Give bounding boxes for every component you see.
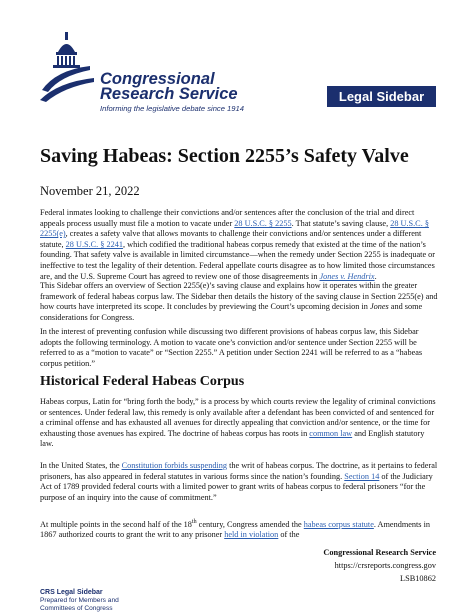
link-jones-v-hendrix[interactable] bbox=[320, 272, 375, 281]
publication-date: November 21, 2022 bbox=[40, 184, 140, 198]
logo-line-2: Research Service bbox=[100, 85, 238, 103]
page-title: Saving Habeas: Section 2255’s Safety Valve bbox=[40, 145, 409, 167]
link-28-usc-2255e[interactable]: 28 U.S.C. § 2255(e) bbox=[40, 218, 429, 239]
text-span: . Amendments in 1867 authorized courts to grant the writ to any prisoner bbox=[40, 519, 431, 540]
footer-series: CRS Legal Sidebar bbox=[40, 589, 103, 596]
terminology-paragraph: In the interest of preventing confusion while discussing two different provisions of habeas corpus law, this Sidebar adopts the following terminology. A motion to vacate one’s conviction and/or sentence under Section 2255 will be referred to as a “motion to vacate” or “Section 2255.” A petition under Section 2241 will be referred to as a “habeas corpus petition.” bbox=[40, 327, 423, 368]
text-span: century, Congress amended the bbox=[196, 519, 304, 529]
text-span: , which codified the traditional habeas corpus remedy that existed at the time of the nation’s founding. That safety valve is available in limited circumstance—when the remedy under Section 2255 is inadequate or ineffective to test the legality of their detention. Federal appellate courts disagree as to how limited those circumstances are, and the U.S. Supreme Court has agreed to review one of those disagreements in bbox=[40, 239, 436, 281]
superscript: th bbox=[191, 519, 197, 525]
legal-sidebar-badge: Legal Sidebar bbox=[327, 86, 436, 107]
logo-tagline: Informing the legislative debate since 1914 bbox=[100, 104, 244, 113]
footer-audience-line-2: Committees of Congress bbox=[40, 605, 113, 612]
text-span: At multiple points in the second half of the 18 bbox=[40, 519, 192, 529]
footer-audience-line-1: Prepared for Members and bbox=[40, 597, 119, 604]
text-span: and some considerations for Congress. bbox=[40, 302, 423, 322]
text-span: of the Judiciary Act of 1789 provided federal courts with a limited power to grant writs of habeas corpus to federal prisoners “for the purpose of an inquiry into the cause of commitment.” bbox=[40, 471, 433, 502]
text-span: In the United States, the bbox=[40, 461, 122, 470]
amendments-paragraph bbox=[40, 517, 438, 541]
intro-paragraph bbox=[40, 208, 438, 282]
logo-wordmark bbox=[100, 72, 238, 102]
logo-line-1: Congressional bbox=[100, 70, 215, 88]
text-span: . bbox=[374, 271, 377, 281]
text-span: of the bbox=[278, 530, 300, 540]
link-section-14[interactable]: Section 14 bbox=[344, 471, 380, 481]
link-constitution-forbids-suspending[interactable]: Constitution forbids suspending bbox=[121, 461, 227, 470]
link-28-usc-2255[interactable]: 28 U.S.C. § 2255 bbox=[234, 218, 292, 228]
text-span: This Sidebar offers an overview of Section 2255(e)’s saving clause and explains how it operates within the greater framework of federal habeas corpus law. The Sidebar then details the history of the saving clause in Section 2255(e) and how courts have interpreted its scope. It concludes by previewing the Court’s upcoming decision in bbox=[40, 281, 438, 312]
overview-paragraph bbox=[40, 281, 438, 323]
link-habeas-corpus-statute[interactable]: habeas corpus statute bbox=[303, 519, 374, 529]
text-span: , creates a safety valve that allows movants to challenge their convictions and/or sentences under a different statute, bbox=[40, 229, 422, 249]
habeas-definition-paragraph bbox=[40, 397, 438, 450]
text-span: the writ of habeas corpus. The doctrine, as it pertains to federal prisoners, has also appeared in federal statutes in various forms since the nation’s founding. bbox=[40, 461, 438, 481]
text-span: . That statute’s saving clause, bbox=[291, 218, 391, 228]
text-span: and English statutory law. bbox=[40, 428, 425, 449]
section-heading: Historical Federal Habeas Corpus bbox=[40, 374, 245, 389]
capitol-dome-icon bbox=[38, 30, 98, 104]
crs-logo bbox=[38, 30, 288, 120]
footer-url[interactable]: https://crsreports.congress.gov bbox=[334, 561, 436, 570]
us-history-paragraph bbox=[40, 461, 438, 503]
footer-org-name: Congressional Research Service bbox=[323, 548, 436, 557]
link-held-in-violation[interactable]: held in violation bbox=[224, 530, 279, 540]
link-common-law[interactable]: common law bbox=[309, 428, 353, 438]
text-span: Federal inmates looking to challenge their convictions and/or sentences after the conclusion of the trial and direct appeals process usually must file a motion to vacate under bbox=[40, 208, 415, 228]
case-name: Jones bbox=[369, 302, 389, 312]
case-name: Jones v. Hendrix bbox=[319, 271, 375, 281]
report-id: LSB10862 bbox=[400, 574, 436, 583]
link-28-usc-2241[interactable]: 28 U.S.C. § 2241 bbox=[65, 239, 123, 249]
text-span: Habeas corpus, Latin for “bring forth the body,” is a process by which courts review the legality of criminal convictions or sentences. Under federal law, this remedy is only available after a defendant has been convicted of and sentenced for a criminal offense and has exhausted all avenues for directly appealing that conviction and/or sentence, or the time for exhausting those avenues has expired. The doctrine of habeas corpus has roots in bbox=[40, 397, 436, 438]
